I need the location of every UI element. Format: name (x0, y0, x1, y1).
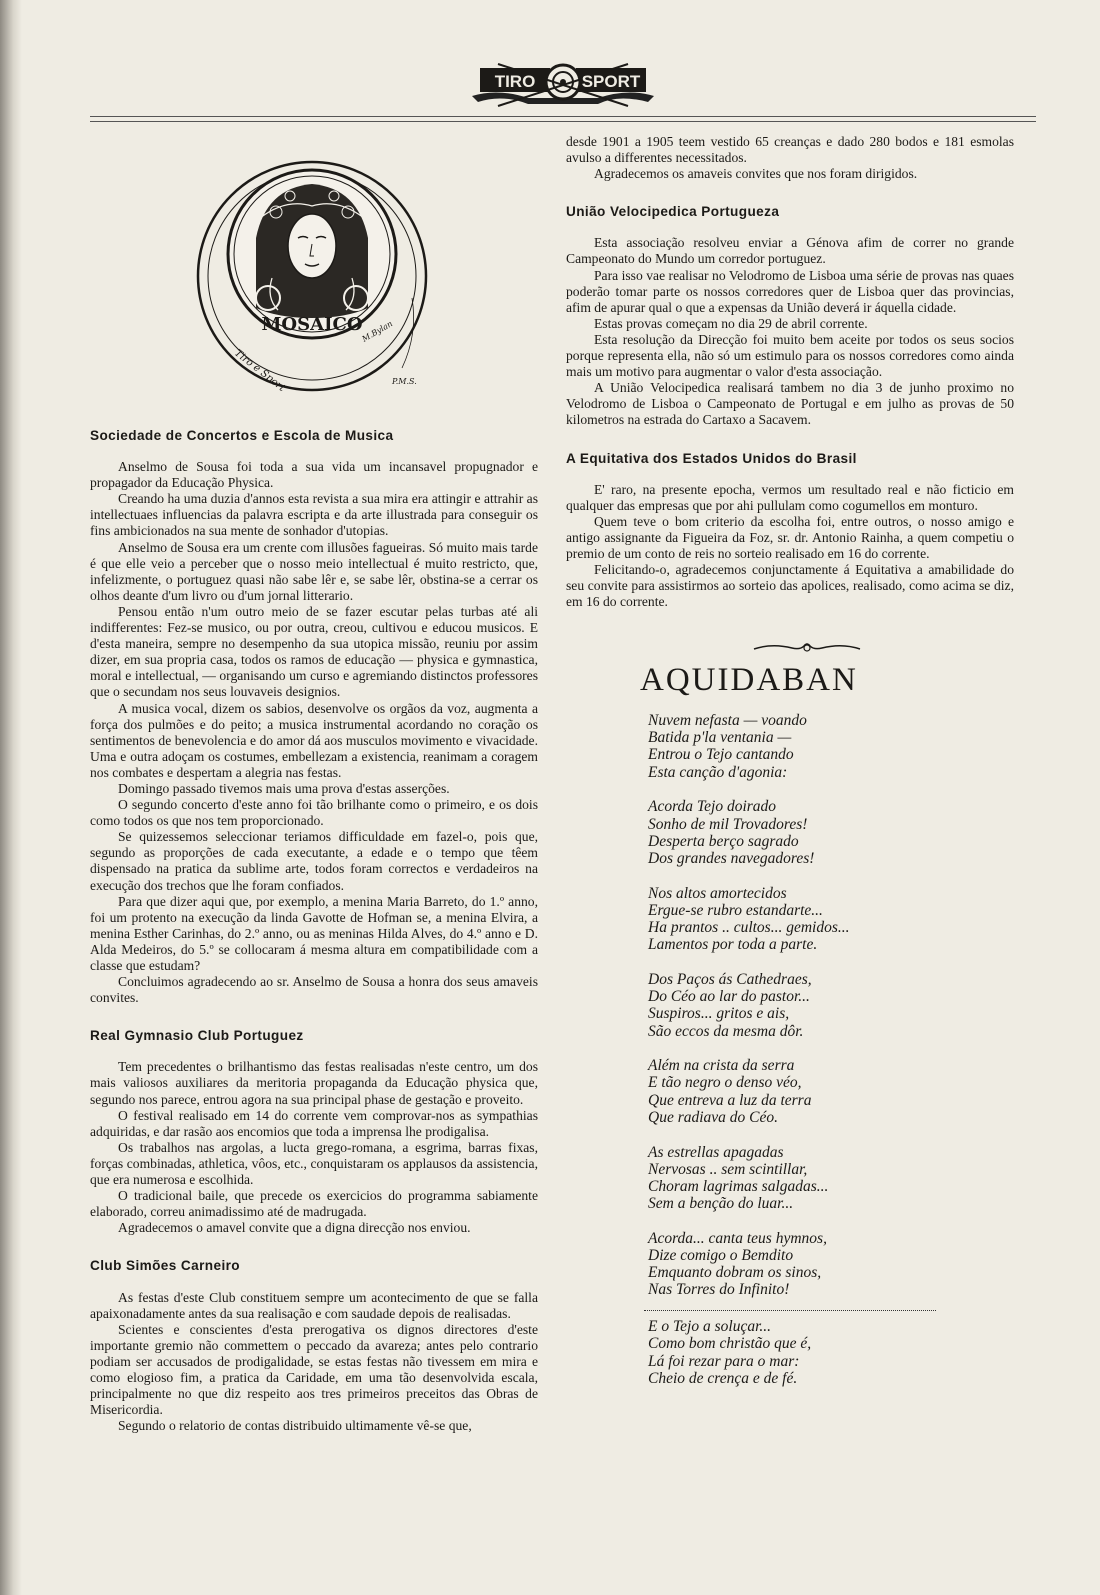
paragraph: Creando ha uma duzia d'annos esta revista a sua mira era attingir e attrahir as intellectuaes influencias da palavra escripta e da arte illustrada para conseguir os fins ambicionados na sua mente de sonhador d'utopias. (90, 491, 538, 539)
article-club-simoes-carneiro (90, 1258, 538, 1434)
article-equitativa (566, 451, 1014, 611)
paragraph: Felicitando-o, agradecemos conjunctamente á Equitativa a amabilidade do seu convite para assistirmos ao sorteio das apolices, realisado, como acima se diz, em 16 do corrente. (566, 562, 1014, 610)
paragraph: Agradecemos o amavel convite que a digna direcção nos enviou. (118, 1220, 471, 1236)
poem-line: Batida p'la ventania — (648, 729, 792, 747)
poem-line: Desperta berço sagrado (648, 832, 799, 850)
header-rule-bottom (90, 121, 1036, 122)
poem-dotted-separator (644, 1310, 936, 1311)
poem-line: Emquanto dobram os sinos, (648, 1264, 822, 1282)
poem-line: Além na crista da serra (648, 1057, 795, 1075)
poem-line: Sonho de mil Trovadores! (648, 815, 808, 833)
poem-line: Dos Paços ás Cathedraes, (648, 970, 812, 988)
paragraph: Concluimos agradecendo ao sr. Anselmo de Sousa a honra dos seus amaveis convites. (90, 974, 538, 1006)
paragraph: Anselmo de Sousa foi toda a sua vida um incansavel propugnador e propagador da Educação Physica. (90, 459, 538, 491)
poem-line: Dize comigo o Bemdito (648, 1247, 794, 1265)
emblem-engraver-mark: P.M.S. (392, 377, 417, 386)
page-edge-shadow (0, 0, 22, 1595)
paragraph-continued: desde 1901 a 1905 teem vestido 65 creanças e dado 280 bodos e 181 esmolas avulso a differentes necessitados. (566, 134, 1014, 166)
paragraph: Estas provas começam no dia 29 de abril corrente. (594, 315, 868, 331)
article-heading: Sociedade de Concertos e Escola de Musica (90, 428, 394, 443)
poem-line: As estrellas apagadas (648, 1143, 784, 1161)
svg-text:TIRO: TIRO (494, 72, 536, 91)
article-heading: A Equitativa dos Estados Unidos do Brasil (566, 450, 857, 466)
paragraph: O segundo concerto d'este anno foi tão brilhante como o primeiro, e os dois como todos os que nos tem proporcionado. (90, 797, 538, 829)
paragraph: Scientes e conscientes d'esta prerogativa os dignos directores d'este importante gremio não commettem o peccado da avareza; antes pelo contrario podiam ser accusados de prodigalidade, se estas festas não tivessem em mira e como elogioso fim, a pratica da Caridade, em uma tão desenvolvida escala, principalmente no que diz respeito aos tres primeiros preceitos das Obras de Misericordia. (90, 1321, 538, 1418)
poem-line: Suspiros... gritos e ais, (648, 1005, 790, 1023)
article-real-gymnasio (90, 1028, 538, 1236)
poem-stanza (648, 798, 978, 867)
paragraph: Pensou então n'um outro meio de se fazer escutar pelas turbas até ali indifferentes: Fez-se musico, ou por outra, creou, cultivou e educou musicos. E d'esta maneira, sempre no desempenho da sua utopica missão, reuniu por assim dizer, em sua propria casa, todos os ramos de educação — physica e gymnastica, moral e intellectual, — organisando um curso e agremiando distinctos professores que o secundam nos seus louvaveis designios. (90, 603, 538, 700)
poem-line: Ergue-se rubro estandarte... (648, 901, 823, 919)
poem-stanza (648, 1144, 978, 1213)
left-column (90, 406, 538, 1434)
paragraph: A União Velocipedica realisará tambem no dia 3 de junho proximo no Velodromo de Lisboa o Campeonato de Portugal e em julho as provas de 50 kilometros na estrada do Cartaxo a Sacavem. (566, 380, 1014, 428)
article-heading: Real Gymnasio Club Portuguez (90, 1028, 304, 1044)
poem-line: Nuvem nefasta — voando (648, 712, 807, 729)
article-uniao-velocipedica (566, 204, 1014, 428)
mosaic-emblem-illustration (186, 158, 438, 394)
paragraph: Tem precedentes o brilhantismo das festas realisadas n'este centro, um dos mais valiosos auxiliares da meritoria propaganda da Educação physica que, segundo nos parece, entrou agora na sua principal phase de gestação e proveito. (90, 1059, 538, 1107)
emblem-caption-left: Tiro e Sport (232, 347, 288, 394)
poem-line: Acorda Tejo doirado (648, 798, 777, 816)
poem-line: Nas Torres do Infinito! (648, 1281, 790, 1299)
poem-line: Esta canção d'agonia: (648, 763, 788, 781)
header-rule-top (90, 116, 1036, 117)
poem-title: AQUIDABAN (640, 662, 858, 698)
poem-stanza (648, 885, 978, 954)
paragraph: Anselmo de Sousa era um crente com illusões fagueiras. Só muito mais tarde é que elle veio a perceber que o nosso meio intellectual é muito restricto, que, infelizmente, o portuguez quasi não sabe lêr e, se sabe lêr, obstina-se a cerrar os olhos deante d'um livro ou d'um jornal litterario. (90, 539, 538, 603)
masthead-logo (468, 60, 658, 110)
poem-line: Do Céo ao lar do pastor... (648, 988, 810, 1006)
paragraph: Para que dizer aqui que, por exemplo, a menina Maria Barreto, do 1.º anno, foi um protento na execução da linda Gavotte de Hofman se, a menina Elvira, a menina Esther Carinhas, do 2.º anno, ou as meninas Hilda Alves, do 4.º anno e D. Alda Medeiros, do 5.º se collocaram á mesma altura em compatibilidade com a classe que estudam? (90, 893, 538, 973)
paragraph: As festas d'este Club constituem sempre um acontecimento de que se falla apaixonadamente antes da sua realisação e com saudade depois de realisadas. (90, 1289, 538, 1321)
paragraph: Esta resolução da Direcção foi muito bem aceite por todos os seus socios porque representa ella, não só um estimulo para os nossos corredores como ainda mais um motivo para augmentar o valor d'esta associação. (566, 331, 1014, 380)
paragraph: Domingo passado tivemos mais uma prova d'estas asserções. (118, 780, 450, 796)
poem-line: Ha prantos .. cultos... gemidos... (648, 919, 850, 937)
svg-text:MOSAICO: MOSAICO (261, 314, 363, 335)
poem-stanza (648, 1230, 978, 1299)
poem-line: Lá foi rezar para o mar: (648, 1352, 800, 1370)
poem-line: E o Tejo a soluçar... (648, 1318, 772, 1336)
poem-stanza (648, 1057, 978, 1126)
poem-line: Choram lagrimas salgadas... (648, 1177, 829, 1195)
poem-line: Sem a benção do luar... (648, 1195, 794, 1213)
paragraph: Agradecemos os amaveis convites que nos foram dirigidos. (594, 166, 918, 182)
article-sociedade-concertos (90, 428, 538, 1006)
emblem-signature: M.Bylan (360, 319, 395, 344)
poem-line: Como bom christão que é, (648, 1335, 812, 1353)
poem-line: Nos altos amortecidos (648, 884, 787, 902)
poem-stanza (648, 712, 978, 781)
svg-text:SPORT: SPORT (581, 72, 641, 91)
poem-stanza (648, 971, 978, 1040)
paragraph: A musica vocal, dizem os sabios, desenvolve os orgãos da voz, augmenta a força dos pulmões e do peito; a musica instrumental acordando no coração os sentimentos de benevolencia e do amor dá aos musculos movimento e vivacidade. Uma e outra adoçam os costumes, embellezam a existencia, reanimam a coragem nos combates e despertam a alegria nas festas. (90, 700, 538, 780)
paragraph: O festival realisado em 14 do corrente vem comprovar-nos as sympathias adquiridas, e dar rasão aos encomios que toda a imprensa lhe prodigalisa. (90, 1107, 538, 1139)
poem-line: Que entreva a luz da terra (648, 1091, 812, 1109)
right-column (566, 134, 1014, 610)
paragraph: E' raro, na presente epocha, vermos um resultado real e não ficticio em qualquer das empresas que por ahi pullulam como cogumellos em monturo. (566, 481, 1014, 513)
paragraph: Quem teve o bom criterio da escolha foi, entre outros, o nosso amigo e antigo assignante da Figueira da Foz, sr. dr. Antonio Rainha, a quem competiu o premio de um conto de reis no sorteio realisado em 16 do corrente. (566, 513, 1014, 561)
poem-line: Entrou o Tejo cantando (648, 746, 794, 764)
paragraph: Se quizessemos seleccionar teriamos difficuldade em fazel-o, pois que, segundo as proporções de cada executante, a edade e o tempo que têem dispensado na pratica da sublime arte, todos foram correctos e verdadeiros na execução dos trechos que lhe foram confiados. (90, 829, 538, 893)
poem-line: São eccos da mesma dôr. (648, 1022, 804, 1040)
poem-line: Cheio de crença e de fé. (648, 1369, 798, 1387)
poem-line: Nervosas .. sem scintillar, (648, 1160, 808, 1178)
poem-line: E tão negro o denso véo, (648, 1074, 802, 1092)
poem-line: Acorda... canta teus hymnos, (648, 1229, 827, 1247)
article-heading: União Velocipedica Portugueza (566, 204, 780, 220)
paragraph: Os trabalhos nas argolas, a lucta grego-romana, a esgrima, barras fixas, forças combinadas, athletica, vôos, etc., conquistaram os applausos da assistencia, que era numerosa e escolhida. (90, 1139, 538, 1188)
article-heading: Club Simões Carneiro (90, 1258, 241, 1274)
ornament-divider (752, 640, 862, 654)
poem-stanza (648, 1318, 978, 1387)
poem-line: Lamentos por toda a parte. (648, 936, 818, 954)
poem-line: Dos grandes navegadores! (648, 849, 815, 867)
paragraph: Esta associação resolveu enviar a Génova afim de correr no grande Campeonato do Mundo um corredor portuguez. (566, 235, 1014, 267)
paragraph: O tradicional baile, que precede os exercicios do programma sabiamente elaborado, correu animadissimo até de madrugada. (90, 1188, 538, 1220)
poem-line: Que radiava do Céo. (648, 1108, 779, 1126)
paragraph: Para isso vae realisar no Velodromo de Lisboa uma série de provas nas quaes poderão tomar parte os nossos corredores quer de Lisboa quer das provincias, afim de apurar qual o que a expensas da União deverá ir áquella cidade. (566, 267, 1014, 315)
poem-aquidaban (648, 712, 978, 1405)
paragraph: Segundo o relatorio de contas distribuido ultimamente vê-se que, (118, 1418, 472, 1434)
